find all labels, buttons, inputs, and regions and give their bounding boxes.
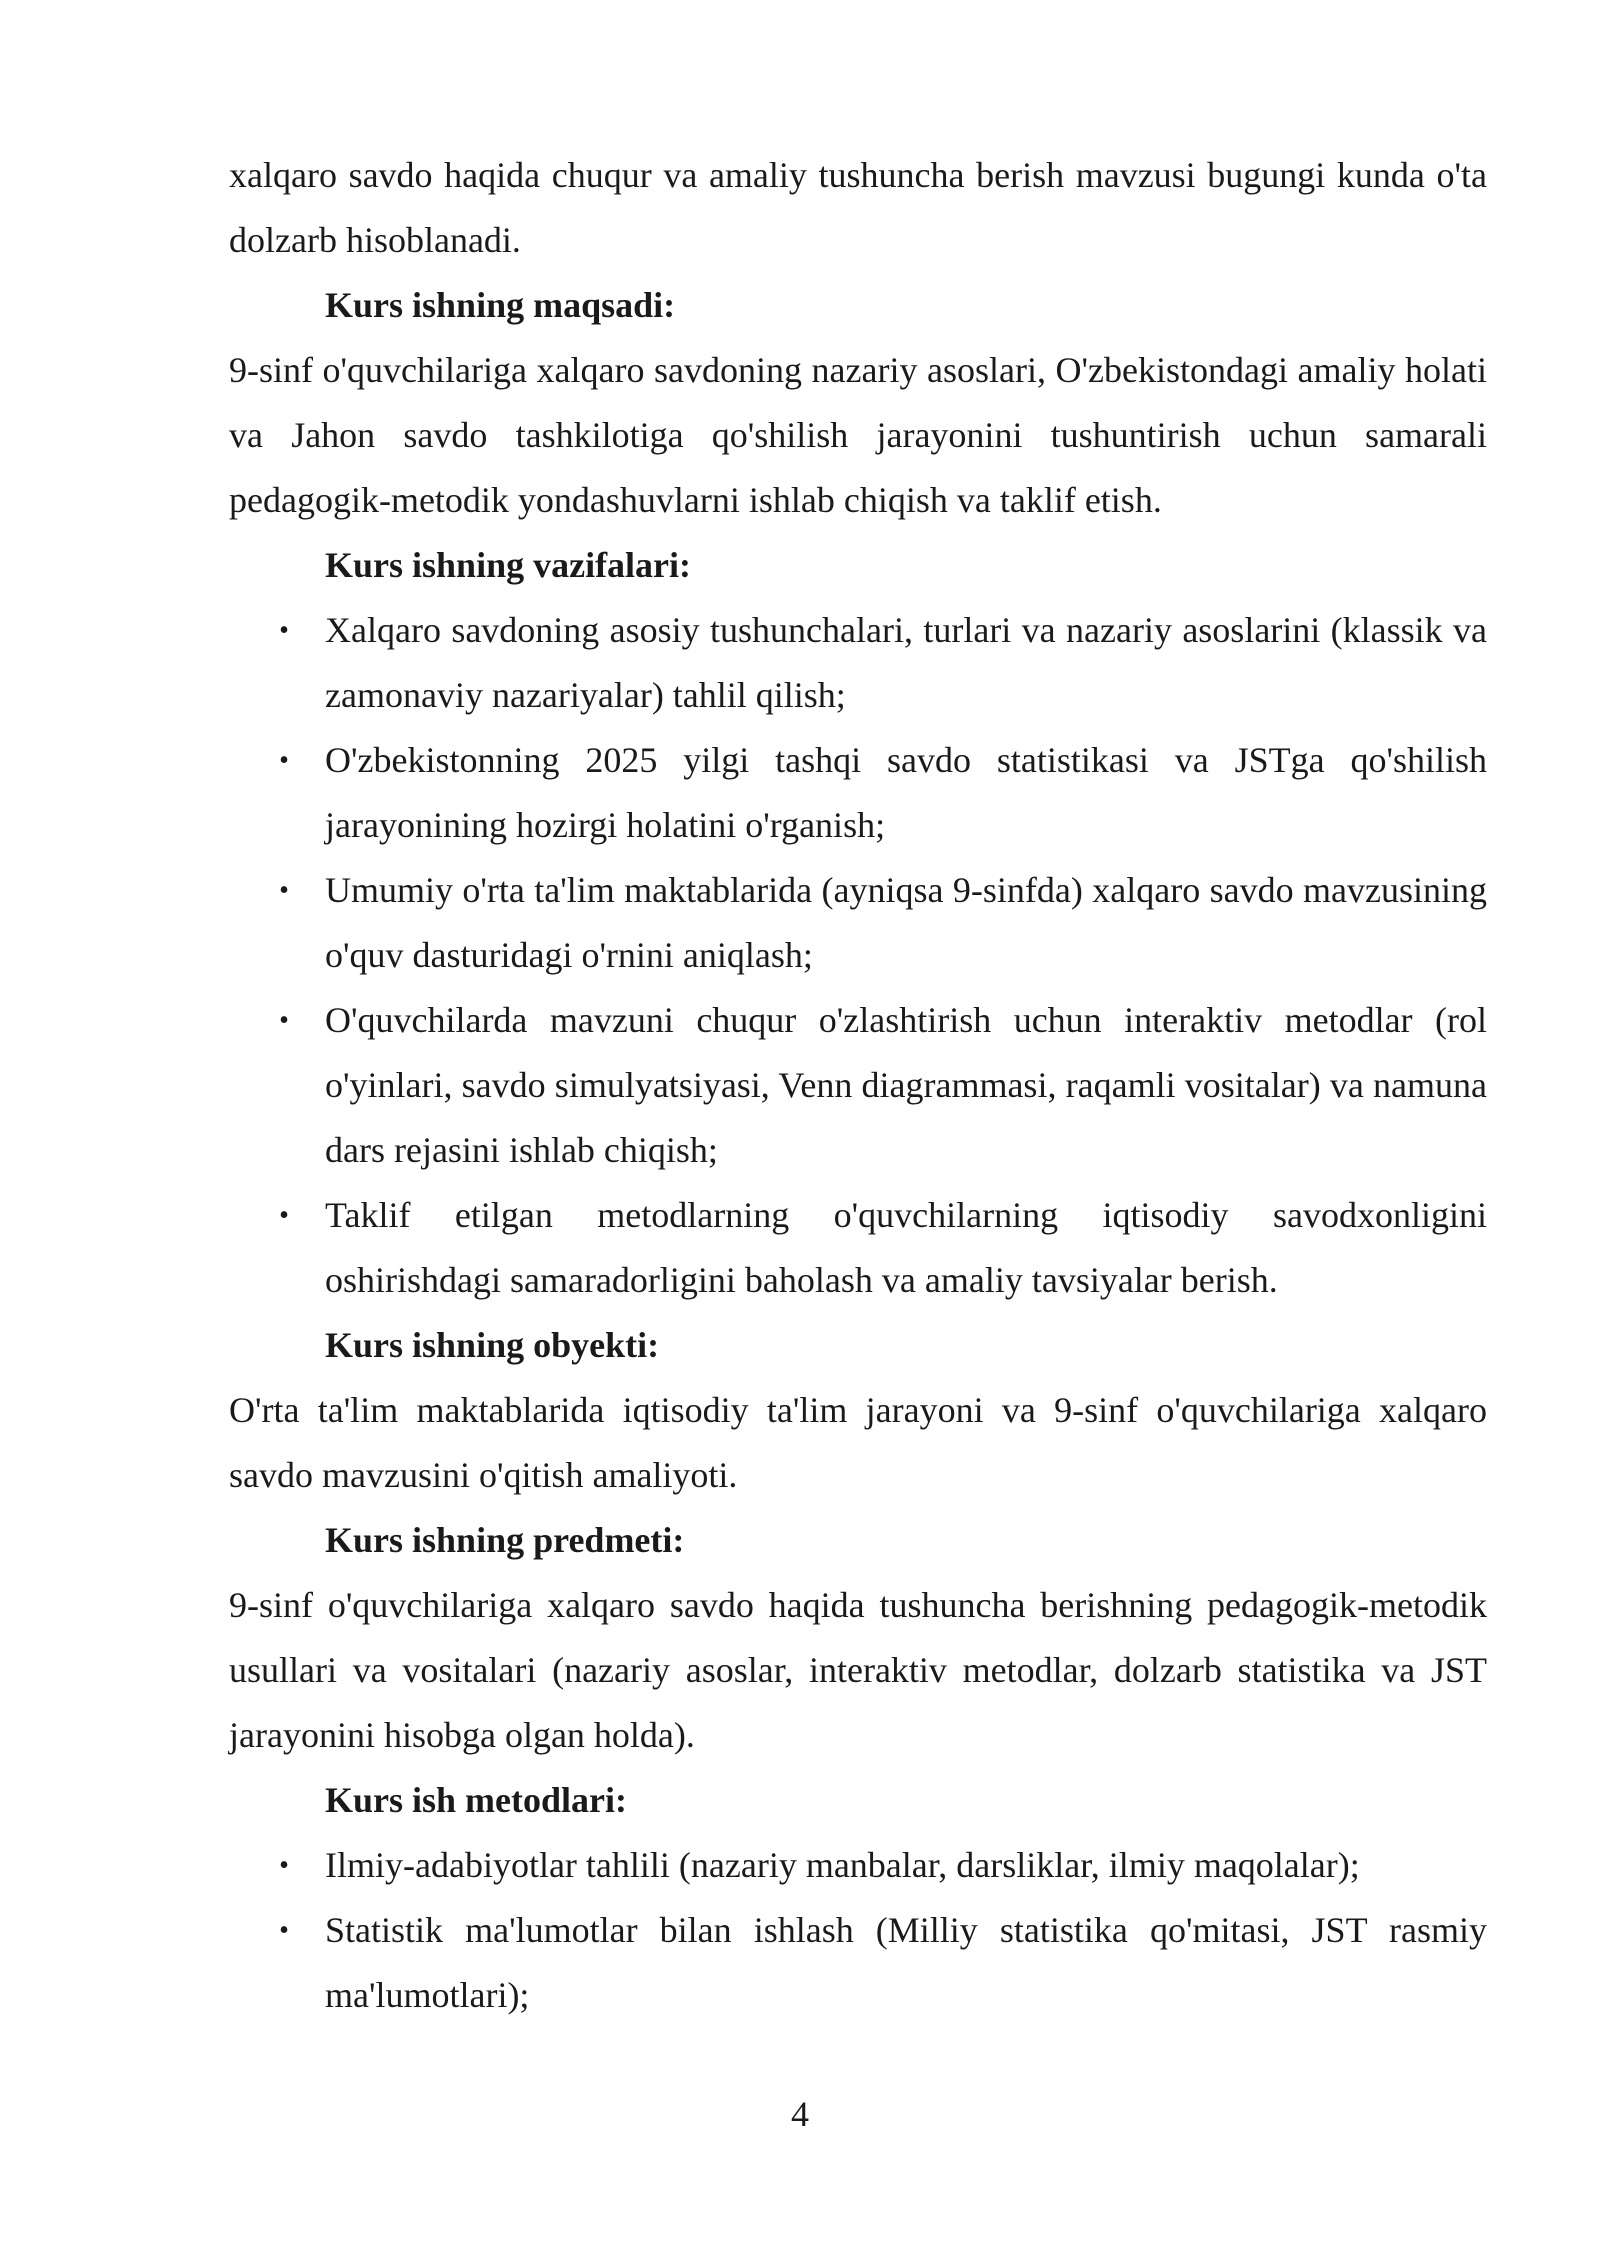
list-item: [229, 988, 1487, 1183]
methods-heading: Kurs ish metodlari:: [325, 1780, 627, 1820]
list-item-text: O'zbekistonning 2025 yilgi tashqi savdo statistikasi va JSTga qo'shilish jarayonining hozirgi holatini o'rganish;: [325, 740, 1487, 845]
bullet-icon: •: [279, 1915, 289, 1946]
list-item: [229, 1898, 1487, 2028]
subject-heading: Kurs ishning predmeti:: [325, 1520, 685, 1560]
bullet-icon: •: [279, 745, 289, 776]
object-heading: Kurs ishning obyekti:: [325, 1325, 660, 1365]
list-item-text: Xalqaro savdoning asosiy tushunchalari, turlari va nazariy asoslarini (klassik va zamonaviy nazariyalar) tahlil qilish;: [325, 610, 1487, 715]
list-item-text: Ilmiy-adabiyotlar tahlili (nazariy manbalar, darsliklar, ilmiy maqolalar);: [325, 1845, 1360, 1885]
list-item: [229, 858, 1487, 988]
goal-paragraph: 9-sinf o'quvchilariga xalqaro savdoning nazariy asoslari, O'zbekistondagi amaliy holati va Jahon savdo tashkilotiga qo'shilish jarayonini tushuntirish uchun samarali pedagogik-metodik yondashuvlarni ishlab chiqish va taklif etish.: [229, 350, 1487, 520]
bullet-icon: •: [279, 1005, 289, 1036]
page-number: 4: [791, 2094, 809, 2134]
goal-heading: Kurs ishning maqsadi:: [325, 285, 676, 325]
list-item-text: O'quvchilarda mavzuni chuqur o'zlashtirish uchun interaktiv metodlar (rol o'yinlari, savdo simulyatsiyasi, Venn diagrammasi, raqamli vositalar) va namuna dars rejasini ishlab chiqish;: [325, 1000, 1487, 1170]
methods-list: [229, 1833, 1487, 2028]
list-item: [229, 1183, 1487, 1313]
list-item-text: Statistik ma'lumotlar bilan ishlash (Milliy statistika qo'mitasi, JST rasmiy ma'lumotlari);: [325, 1910, 1487, 2015]
object-paragraph: O'rta ta'lim maktablarida iqtisodiy ta'lim jarayoni va 9-sinf o'quvchilariga xalqaro savdo mavzusini o'qitish amaliyoti.: [229, 1390, 1487, 1495]
intro-paragraph: xalqaro savdo haqida chuqur va amaliy tushuncha berish mavzusi bugungi kunda o'ta dolzarb hisoblanadi.: [229, 155, 1487, 260]
tasks-list: [229, 598, 1487, 1313]
list-item: [229, 598, 1487, 728]
bullet-icon: •: [279, 1200, 289, 1231]
tasks-heading: Kurs ishning vazifalari:: [325, 545, 692, 585]
list-item: [229, 1833, 1487, 1898]
bullet-icon: •: [279, 1850, 289, 1881]
subject-paragraph: 9-sinf o'quvchilariga xalqaro savdo haqida tushuncha berishning pedagogik-metodik usullari va vositalari (nazariy asoslar, interaktiv metodlar, dolzarb statistika va JST jarayonini hisobga olgan holda).: [229, 1585, 1487, 1755]
list-item: [229, 728, 1487, 858]
list-item-text: Umumiy o'rta ta'lim maktablarida (ayniqsa 9-sinfda) xalqaro savdo mavzusining o'quv dasturidagi o'rnini aniqlash;: [325, 870, 1487, 975]
list-item-text: Taklif etilgan metodlarning o'quvchilarning iqtisodiy savodxonligini oshirishdagi samaradorligini baholash va amaliy tavsiyalar berish.: [325, 1195, 1487, 1300]
page-content: [229, 143, 1487, 2028]
bullet-icon: •: [279, 615, 289, 646]
bullet-icon: •: [279, 875, 289, 906]
